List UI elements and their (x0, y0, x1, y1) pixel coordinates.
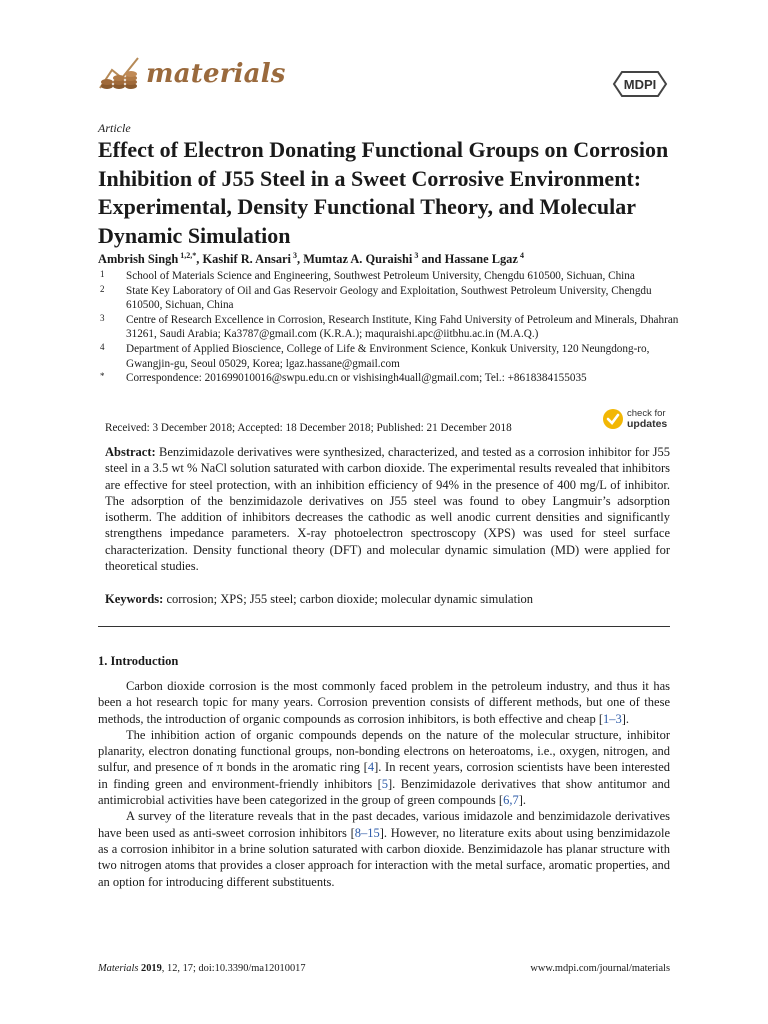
citation-link[interactable]: 8–15 (354, 825, 380, 840)
affiliation-text: State Key Laboratory of Oil and Gas Reservoir Geology and Exploitation, Southwest Petroleum University, Chengdu 610500, Sichuan, China (126, 284, 652, 312)
author-list: Ambrish Singh $^{1,2,*}$, Kashif R. Ansari $^3$, Mumtaz A. Quraishi $^3$ and Hassane Lgaz $^4$ (98, 251, 524, 266)
section-heading: 1. Introduction (98, 654, 179, 668)
correspondence-item (100, 371, 680, 386)
affiliation-list (100, 269, 680, 386)
author-name[interactable]: Hassane Lgaz (444, 252, 518, 266)
citation-link[interactable]: 1–3 (602, 711, 622, 726)
author-affiliation-mark: 3 (414, 251, 419, 260)
journal-name: materials (146, 59, 286, 89)
author-affiliation-mark: 3 (293, 251, 298, 260)
article-type: Article (98, 121, 131, 135)
citation-link[interactable]: 5 (381, 776, 388, 791)
publisher-logo (612, 70, 668, 103)
paragraph-text: ]. (621, 711, 630, 726)
abstract-label: Abstract: (105, 445, 156, 459)
affiliation-number: * (100, 371, 105, 382)
affiliation-item (100, 342, 680, 371)
paper-title: Effect of Electron Donating Functional Groups on Corrosion Inhibition of J55 Steel in a Sweet Corrosive Environment: Experimental, Density Functional Theory, and Molecular Dynamic Simulation (98, 137, 669, 248)
mdpi-logo-icon (612, 70, 668, 98)
affiliation-text: Centre of Research Excellence in Corrosion, Research Institute, King Fahd University of Petroleum and Minerals, Dhahran 31261, Saudi Arabia; Ka3787@gmail.com (K.R.A.); maquraishi.apc@iitbhu.ac.in (M.A.Q.) (126, 313, 679, 341)
footer-citation (98, 963, 306, 974)
body-text (98, 678, 670, 890)
affiliation-item (100, 284, 680, 313)
check-for-updates-badge[interactable] (602, 408, 667, 430)
section-divider (98, 626, 670, 627)
footer-year: 2019 (141, 963, 162, 974)
paragraph-text: ]. However, no literature exits about using benzimidazole as a corrosion inhibitor in a brine solution saturated with carbon dioxide. Benzimidazole has planar structure with two nitrogen atoms that provides a closer approach for interaction with the metal surface, aromatic properties, and an option for introducing different substituents. (98, 825, 670, 889)
affiliation-text: Department of Applied Bioscience, College of Life & Environment Science, Konkuk University, 120 Neungdong-ro, Gwangjin-gu, Seoul 05029, Korea; lgaz.hassane@gmail.com (126, 342, 650, 370)
check-updates-line1: check for (627, 408, 666, 419)
paragraph-text: ]. (518, 793, 526, 808)
citation-link[interactable]: 4 (367, 760, 375, 775)
affiliation-number: 3 (100, 312, 105, 323)
footer-journal: Materials (98, 963, 139, 974)
author-name[interactable]: Kashif R. Ansari (202, 252, 291, 266)
author-name[interactable]: Mumtaz A. Quraishi (303, 252, 413, 266)
affiliation-number: 1 (100, 269, 105, 279)
paragraph-text: A survey of the literature reveals that in the past decades, various imidazole and benzimidazole derivatives have been used as anti-sweet corrosion inhibitors [ (98, 809, 670, 840)
paragraph-text: The inhibition action of organic compounds depends on the nature of the molecular structure, inhibitor planarity, electron donating functional groups, non-bonding electrons on heteroatoms, i.e., oxygen, nitrogen, and sulfur, and presence of π bonds in the aromatic ring [ (98, 727, 670, 775)
paragraph (98, 808, 670, 889)
footer-url[interactable]: www.mdpi.com/journal/materials (530, 963, 670, 974)
abstract-text: Benzimidazole derivatives were synthesized, characterized, and tested as a corrosion inhibitor for J55 steel in a 3.5 wt % NaCl solution saturated with carbon dioxide. The experimental results revealed that inhibitors are effective for steel protection, with an inhibition efficiency of 94% in the presence of 400 mg/L of inhibitor. The adsorption of the benzimidazole derivatives on J55 steel was found to obey Langmuir’s adsorption isotherm. The addition of inhibitors decreases the cathodic as well anodic current densities and significantly strengthens impedance parameters. X-ray photoelectron spectroscopy (XPS) was used for steel surface characterization. Density functional theory (DFT) and molecular dynamic simulation (MD) were applied for theoretical studies. (105, 445, 670, 574)
affiliation-text: School of Materials Science and Engineering, Southwest Petroleum University, Chengdu 610500, Sichuan, China (126, 270, 635, 282)
check-updates-icon (602, 408, 624, 430)
paragraph (98, 727, 670, 808)
affiliation-item (100, 269, 680, 284)
paragraph (98, 678, 670, 727)
author-affiliation-mark: 4 (519, 251, 524, 260)
publication-dates: Received: 3 December 2018; Accepted: 18 December 2018; Published: 21 December 2018 (105, 422, 512, 434)
author-affiliation-mark: 1,2,* (180, 251, 197, 260)
keywords-text: corrosion; XPS; J55 steel; carbon dioxide; molecular dynamic simulation (166, 592, 534, 606)
check-updates-text (627, 409, 667, 429)
paragraph-text: Carbon dioxide corrosion is the most commonly faced problem in the petroleum industry, and thus it has been a hot research topic for many years. Corrosion prevention consists of different methods, but one of these methods, the introduction of organic compounds as corrosion inhibitors, is both effective and cheap [ (98, 679, 670, 726)
affiliation-item (100, 313, 680, 342)
author-name[interactable]: Ambrish Singh (98, 252, 179, 266)
affiliation-number: 4 (100, 341, 105, 352)
journal-logo-icon (98, 56, 142, 92)
check-updates-line2: updates (627, 418, 668, 430)
paragraph-text: ]. In recent years, corrosion scientists have been interested in finding green and environment-friendly inhibitors [ (98, 760, 670, 791)
citation-link[interactable]: 6,7 (503, 793, 519, 808)
footer-doi: , 12, 17; doi:10.3390/ma12010017 (161, 963, 306, 974)
keywords-label: Keywords: (105, 592, 164, 606)
correspondence-text: Correspondence: 201699010016@swpu.edu.cn or vishisingh4uall@gmail.com; Tel.: +8618384155035 (126, 372, 587, 385)
publisher-name: MDPI (623, 77, 657, 92)
paragraph-text: ]. Benzimidazole derivatives that show antitumor and antimicrobial activities have been categorized in the group of green compounds [ (98, 776, 670, 808)
keywords (105, 592, 533, 607)
abstract (105, 444, 670, 574)
journal-logo (98, 56, 286, 92)
affiliation-number: 2 (100, 283, 105, 294)
